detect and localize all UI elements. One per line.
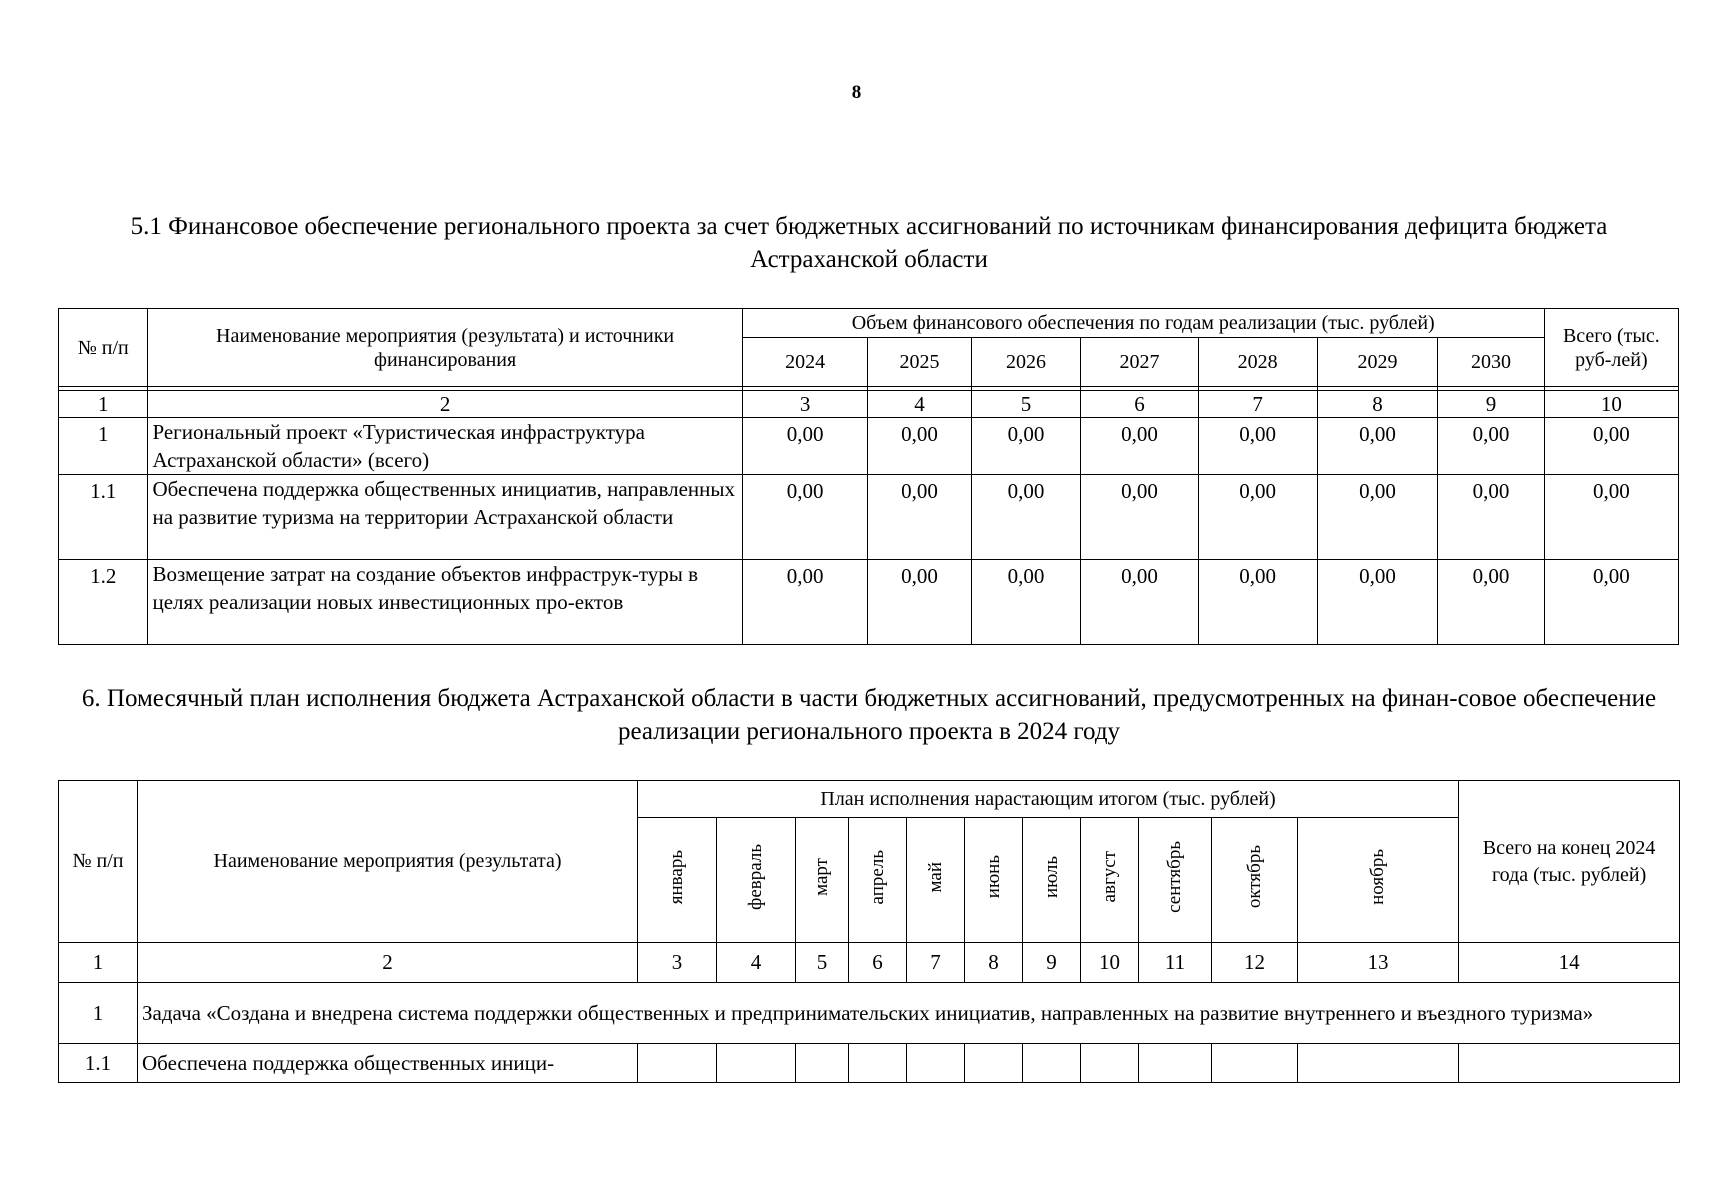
row-value: 0,00 <box>1081 418 1198 475</box>
row-value: 0,00 <box>1438 560 1545 645</box>
row-num: 1 <box>59 983 138 1044</box>
row-value: 0,00 <box>868 475 971 560</box>
header-month <box>907 818 965 943</box>
header-year: 2026 <box>971 338 1081 387</box>
row-value: 0,00 <box>1198 418 1317 475</box>
row-name: Обеспечена поддержка общественных инициатив, направленных на развитие туризма на территории Астраханской области <box>148 475 742 560</box>
column-number: 4 <box>717 943 796 983</box>
row-value: 0,00 <box>1317 418 1437 475</box>
empty-cell <box>717 1044 796 1083</box>
row-name: Региональный проект «Туристическая инфраструктура Астраханской области» (всего) <box>148 418 742 475</box>
column-number: 2 <box>148 391 742 418</box>
empty-cell <box>1459 1044 1680 1083</box>
column-number: 8 <box>965 943 1023 983</box>
column-numbers-row <box>59 391 1679 418</box>
column-number: 6 <box>849 943 907 983</box>
row-value: 0,00 <box>1081 475 1198 560</box>
row-value: 0,00 <box>1544 475 1678 560</box>
header-month <box>717 818 796 943</box>
page-number: 8 <box>851 82 862 103</box>
row-value: 0,00 <box>1438 418 1545 475</box>
row-value: 0,00 <box>1438 475 1545 560</box>
header-month <box>638 818 717 943</box>
column-number: 4 <box>868 391 971 418</box>
column-number: 13 <box>1298 943 1459 983</box>
month-label: август <box>1098 851 1120 903</box>
column-number: 10 <box>1081 943 1139 983</box>
column-number: 5 <box>796 943 849 983</box>
row-value: 0,00 <box>742 418 868 475</box>
column-number: 3 <box>742 391 868 418</box>
row-name: Обеспечена поддержка общественных иници- <box>138 1044 638 1083</box>
empty-cell <box>638 1044 717 1083</box>
header-month <box>965 818 1023 943</box>
header-year: 2025 <box>868 338 971 387</box>
table-header-row <box>59 309 1679 338</box>
month-label: февраль <box>745 844 766 910</box>
row-value: 0,00 <box>1544 418 1678 475</box>
column-number: 9 <box>1023 943 1081 983</box>
row-value: 0,00 <box>868 560 971 645</box>
row-value: 0,00 <box>1198 560 1317 645</box>
row-value: 0,00 <box>742 475 868 560</box>
header-month <box>1023 818 1081 943</box>
column-number: 3 <box>638 943 717 983</box>
column-number: 10 <box>1544 391 1678 418</box>
month-label: июнь <box>982 855 1004 899</box>
table-header-row <box>59 781 1680 818</box>
month-label: ноябрь <box>1367 849 1389 905</box>
row-value: 0,00 <box>742 560 868 645</box>
row-num: 1 <box>59 418 148 475</box>
column-number: 9 <box>1438 391 1545 418</box>
table-row <box>59 983 1680 1044</box>
column-numbers-row <box>59 943 1680 983</box>
empty-cell <box>1139 1044 1212 1083</box>
header-name: Наименование мероприятия (результата) и источники финансирования <box>148 309 742 387</box>
table-row <box>59 475 1679 560</box>
header-month <box>1298 818 1459 943</box>
column-number: 6 <box>1081 391 1198 418</box>
empty-cell <box>1023 1044 1081 1083</box>
empty-cell <box>1298 1044 1459 1083</box>
section-title-financing: 5.1 Финансовое обеспечение регионального проекта за счет бюджетных ассигнований по источникам финансирования дефицита бюджета Астраханской области <box>130 213 1608 273</box>
month-label: январь <box>666 849 687 905</box>
empty-cell <box>965 1044 1023 1083</box>
column-number: 1 <box>59 943 138 983</box>
row-num: 1.1 <box>59 475 148 560</box>
task-row-text: Задача «Создана и внедрена система поддержки общественных и предпринимательских инициатив, направленных на развитие внутреннего и въездного туризма» <box>138 983 1680 1044</box>
month-label: сентябрь <box>1164 841 1185 913</box>
month-label: апрель <box>866 849 888 905</box>
row-num: 1.2 <box>59 560 148 645</box>
header-plan: План исполнения нарастающим итогом (тыс. рублей) <box>638 781 1459 818</box>
column-number: 5 <box>971 391 1081 418</box>
row-value: 0,00 <box>971 560 1081 645</box>
column-number: 7 <box>907 943 965 983</box>
row-value: 0,00 <box>971 475 1081 560</box>
empty-cell <box>849 1044 907 1083</box>
header-year: 2024 <box>742 338 868 387</box>
header-month <box>849 818 907 943</box>
section-title-monthly-plan: 6. Помесячный план исполнения бюджета Астраханской области в части бюджетных ассигнований, предусмотренных на финан-совое обеспечение реализации регионального проекта в 2024 году <box>81 685 1657 745</box>
header-year: 2028 <box>1198 338 1317 387</box>
header-num: № п/п <box>59 309 148 387</box>
header-volume: Объем финансового обеспечения по годам реализации (тыс. рублей) <box>742 309 1544 338</box>
column-number: 11 <box>1139 943 1212 983</box>
month-label: март <box>811 858 832 896</box>
header-year: 2027 <box>1081 338 1198 387</box>
empty-cell <box>907 1044 965 1083</box>
row-num: 1.1 <box>59 1044 138 1083</box>
column-number: 8 <box>1317 391 1437 418</box>
row-value: 0,00 <box>971 418 1081 475</box>
header-year: 2030 <box>1438 338 1545 387</box>
header-month <box>1139 818 1212 943</box>
row-value: 0,00 <box>868 418 971 475</box>
header-num: № п/п <box>59 781 138 943</box>
header-month <box>1212 818 1298 943</box>
table-row <box>59 1044 1680 1083</box>
month-label: май <box>924 861 946 893</box>
row-name: Возмещение затрат на создание объектов инфраструк-туры в целях реализации новых инвестиционных про-ектов <box>148 560 742 645</box>
header-month <box>796 818 849 943</box>
column-number: 2 <box>138 943 638 983</box>
row-value: 0,00 <box>1317 475 1437 560</box>
row-value: 0,00 <box>1317 560 1437 645</box>
row-value: 0,00 <box>1198 475 1317 560</box>
table-row <box>59 560 1679 645</box>
column-number: 1 <box>59 391 148 418</box>
column-number: 12 <box>1212 943 1298 983</box>
column-number: 14 <box>1459 943 1680 983</box>
month-label: июль <box>1040 855 1062 899</box>
header-total: Всего (тыс. руб-лей) <box>1544 309 1678 387</box>
table-row <box>59 418 1679 475</box>
header-total: Всего на конец 2024 года (тыс. рублей) <box>1459 781 1680 943</box>
monthly-plan-table <box>58 780 1680 1083</box>
empty-cell <box>1081 1044 1139 1083</box>
financing-table <box>58 308 1679 645</box>
header-year: 2029 <box>1317 338 1437 387</box>
empty-cell <box>796 1044 849 1083</box>
month-label: октябрь <box>1243 845 1265 909</box>
column-number: 7 <box>1198 391 1317 418</box>
header-month <box>1081 818 1139 943</box>
header-name: Наименование мероприятия (результата) <box>138 781 638 943</box>
row-value: 0,00 <box>1081 560 1198 645</box>
empty-cell <box>1212 1044 1298 1083</box>
row-value: 0,00 <box>1544 560 1678 645</box>
